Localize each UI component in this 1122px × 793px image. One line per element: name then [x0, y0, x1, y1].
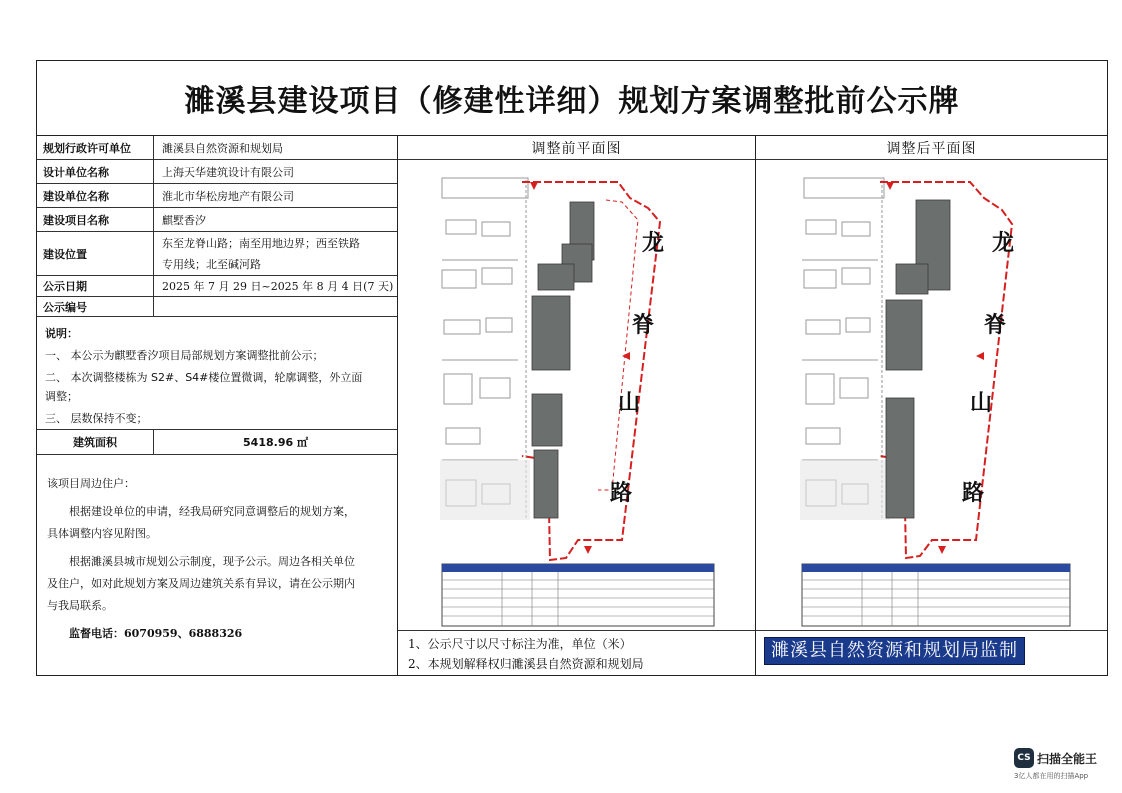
info-row-permit-unit — [37, 136, 397, 160]
info-row-project-name — [37, 208, 397, 232]
notice-paragraph: 及住户，如对此规划方案及周边建筑关系有异议，请在公示期内 — [47, 577, 355, 590]
info-value: 上海天华建筑设计有限公司 — [162, 165, 294, 179]
area-value: 5418.96 ㎡ — [243, 436, 308, 449]
scanner-watermark — [1014, 748, 1110, 784]
entrance-marker — [938, 546, 946, 554]
notice-paragraph: 根据建设单位的申请，经我局研究同意调整后的规划方案， — [69, 505, 355, 518]
entrance-marker — [622, 352, 630, 360]
watermark-tagline: 3亿人都在用的扫描App — [1014, 772, 1089, 780]
building-after — [886, 398, 914, 518]
after-plan-title: 调整后平面图 — [756, 136, 1107, 160]
info-value: 麒墅香汐 — [162, 213, 206, 227]
before-site-plan — [398, 160, 755, 630]
info-label: 公示日期 — [37, 276, 154, 296]
notes-line: 一、 本公示为麒墅香汐项目局部规划方案调整批前公示； — [45, 349, 324, 362]
road-label-char: 龙 — [642, 230, 665, 256]
building-before — [532, 394, 562, 446]
info-value: 濉溪县自然资源和规划局 — [162, 141, 283, 155]
building-after — [886, 300, 922, 370]
info-row-number — [37, 297, 397, 317]
notice-greeting: 该项目周边住户： — [47, 477, 135, 490]
info-label: 规划行政许可单位 — [37, 136, 154, 159]
road-label-char: 路 — [962, 480, 985, 506]
info-label: 设计单位名称 — [37, 160, 154, 183]
setback-line — [598, 200, 641, 490]
area-label: 建筑面积 — [37, 430, 154, 454]
notice-board — [36, 60, 1108, 676]
info-value — [154, 232, 397, 275]
notes-line: 三、 层数保持不变； — [45, 412, 148, 425]
entrance-marker — [886, 182, 894, 190]
info-row-date — [37, 276, 397, 297]
before-site-plan-drawing — [398, 160, 756, 630]
notice-paragraph: 具体调整内容见附图。 — [47, 527, 157, 540]
notice-paragraph: 根据濉溪县城市规划公示制度，现予公示。周边各相关单位 — [69, 555, 355, 568]
info-value: 2025 年 7 月 29 日~2025 年 8 月 4 日(7 天) — [162, 280, 394, 293]
footer-notes — [398, 630, 755, 675]
notes-line: 调整； — [45, 390, 78, 403]
road-label-char: 脊 — [984, 312, 1007, 338]
before-data-table — [442, 564, 714, 626]
camscanner-logo-icon: CS — [1014, 748, 1034, 768]
entrance-marker — [976, 352, 984, 360]
road-label-char: 脊 — [632, 312, 655, 338]
location-line-2: 专用线；北至碱河路 — [162, 257, 261, 271]
footer-note: 2、本规划解释权归濉溪县自然资源和规划局 — [408, 657, 644, 671]
info-label: 建设项目名称 — [37, 208, 154, 231]
building-before — [538, 264, 574, 290]
supervision-footer — [756, 630, 1107, 675]
supervision-phone: 监督电话：6070959、6888326 — [69, 627, 243, 640]
info-row-design-unit — [37, 160, 397, 184]
board-title: 濉溪县建设项目（修建性详细）规划方案调整批前公示牌 — [37, 61, 1107, 136]
notice-paragraph: 与我局联系。 — [47, 599, 113, 612]
road-label-char: 路 — [610, 480, 633, 506]
info-column — [37, 136, 398, 675]
info-value — [154, 297, 397, 316]
building-before — [532, 296, 570, 370]
road-label-char: 龙 — [992, 230, 1015, 256]
entrance-marker — [584, 546, 592, 554]
notes-line: 二、 本次调整楼栋为 S2#、S4#楼位置微调，轮廓调整，外立面 — [45, 371, 363, 384]
info-row-area — [37, 430, 397, 455]
notes-heading: 说明： — [45, 327, 78, 340]
info-value: 淮北市华松房地产有限公司 — [162, 189, 294, 203]
building-before — [534, 450, 558, 518]
hatched-area — [800, 460, 890, 520]
after-data-table — [802, 564, 1070, 626]
road-label-char: 山 — [618, 390, 641, 416]
supervision-label: 濉溪县自然资源和规划局监制 — [764, 637, 1025, 665]
watermark-app-name: 扫描全能王 — [1037, 752, 1098, 766]
before-plan-column — [398, 136, 756, 675]
info-label: 公示编号 — [37, 297, 154, 316]
info-row-construction-unit — [37, 184, 397, 208]
after-plan-column — [756, 136, 1107, 675]
location-line-1: 东至龙脊山路；南至用地边界；西至铁路 — [162, 236, 360, 250]
info-label: 建设单位名称 — [37, 184, 154, 207]
footer-note: 1、公示尺寸以尺寸标注为准，单位（米） — [408, 637, 632, 651]
road-label-char: 山 — [970, 390, 993, 416]
after-site-plan — [756, 160, 1107, 630]
info-label: 建设位置 — [37, 232, 154, 275]
after-site-plan-drawing — [756, 160, 1107, 630]
before-plan-title: 调整前平面图 — [398, 136, 755, 160]
hatched-area — [440, 460, 530, 520]
notes-block — [37, 317, 397, 430]
building-after — [896, 264, 928, 294]
info-row-location — [37, 232, 397, 276]
entrance-marker — [530, 182, 538, 190]
notice-text — [37, 455, 397, 675]
